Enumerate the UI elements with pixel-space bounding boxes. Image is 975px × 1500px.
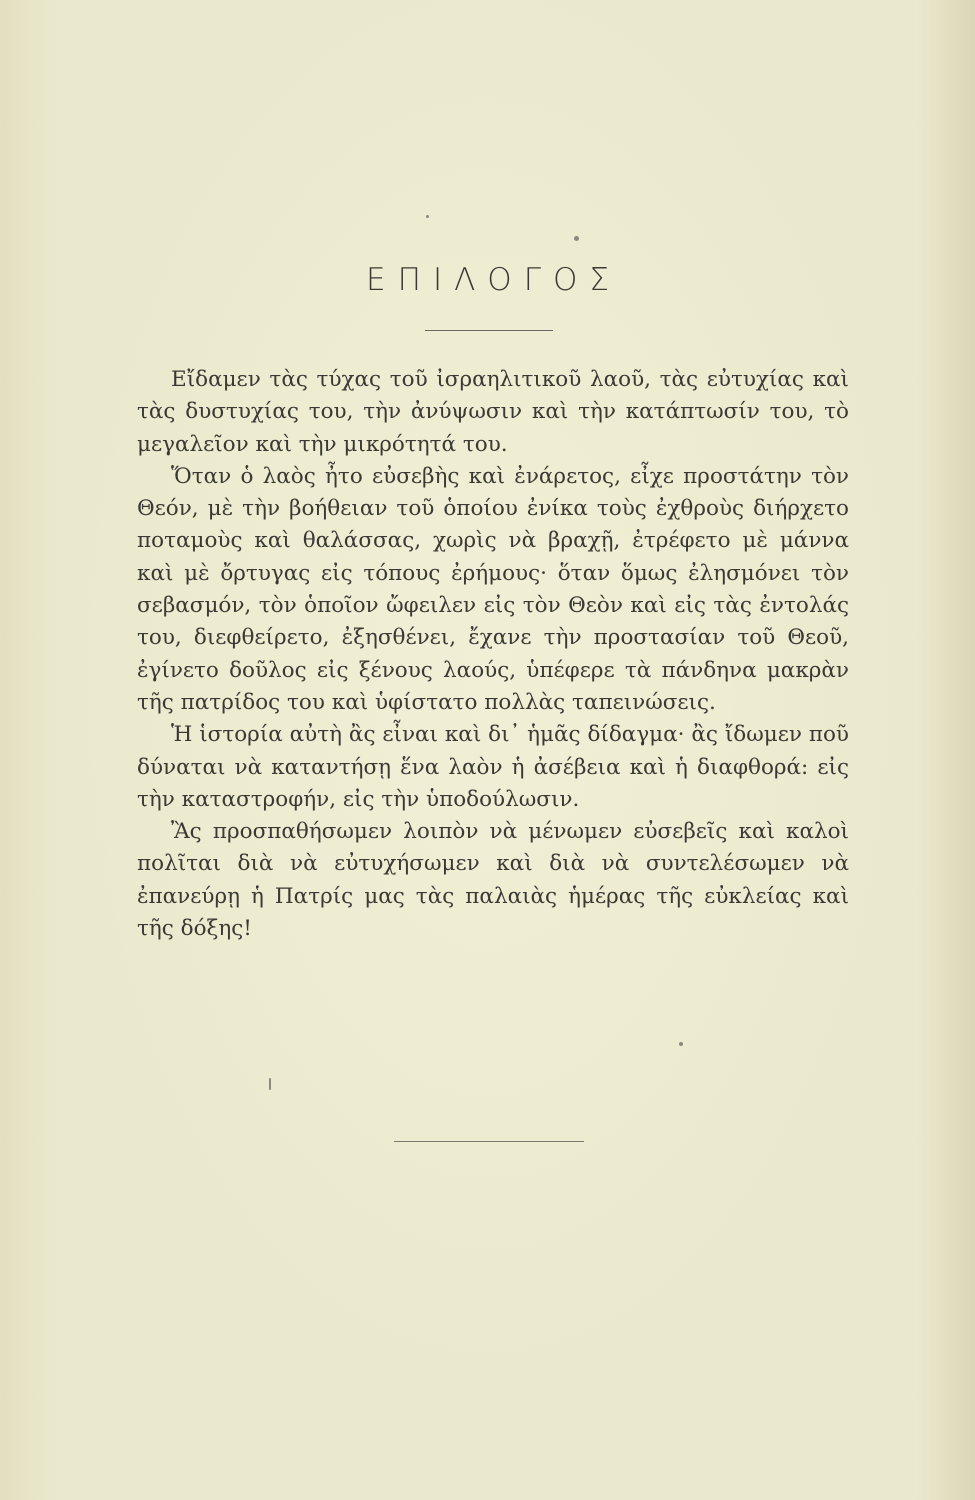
paper-speck xyxy=(426,215,429,218)
end-divider xyxy=(394,1141,584,1142)
paragraph-1: Εἴδαμεν τὰς τύχας τοῦ ἰσραηλιτικοῦ λαοῦ, τὰς εὐτυχίας καὶ τὰς δυστυχίας του, τὴν ἀνύψωσιν καὶ τὴν κατάπτωσίν του, τὸ μεγαλεῖον καὶ τὴν μικρότητά του. xyxy=(137,367,849,457)
epilogue-text xyxy=(137,364,849,945)
paper-speck xyxy=(269,1078,271,1090)
paragraph-2: Ὅταν ὁ λαὸς ἦτο εὐσεβὴς καὶ ἐνάρετος, εἶχε προστάτην τὸν Θεόν, μὲ τὴν βοήθειαν τοῦ ὁποίου ἐνίκα τοὺς ἐχθροὺς διήρχετο ποταμοὺς καὶ θαλάσσας, χωρὶς νὰ βραχῇ, ἐτρέφετο μὲ μάννα καὶ μὲ ὄρτυγας εἰς τόπους ἐρήμους· ὅταν ὅμως ἐλησμόνει τὸν σεβασμόν, τὸν ὁποῖον ὤφειλεν εἰς τὸν Θεὸν καὶ εἰς τὰς ἐντολάς του, διεφθείρετο, ἐξησθένει, ἔχανε τὴν προστασίαν τοῦ Θεοῦ, ἐγίνετο δοῦλος εἰς ξένους λαούς, ὑπέφερε τὰ πάνδηνα μακρὰν τῆς πατρίδος του καὶ ὑφίστατο πολλὰς ταπεινώσεις. xyxy=(137,463,849,715)
paper-speck xyxy=(679,1042,683,1046)
paragraph-3: Ἡ ἱστορία αὐτὴ ἂς εἶναι καὶ δι᾽ ἡμᾶς δίδαγμα· ἂς ἴδωμεν ποῦ δύναται νὰ καταντήσῃ ἕνα λαὸν ἡ ἀσέβεια καὶ ἡ διαφθορά: εἰς τὴν καταστροφήν, εἰς τὴν ὑποδούλωσιν. xyxy=(137,722,849,812)
page-title: ΕΠΙΛΟΓΟΣ xyxy=(366,262,621,298)
paper-speck xyxy=(574,236,579,241)
paragraph-4: Ἂς προσπαθήσωμεν λοιπὸν νὰ μένωμεν εὐσεβεῖς καὶ καλοὶ πολῖται διὰ νὰ εὐτυχήσωμεν καὶ διὰ νὰ συντελέσωμεν νὰ ἐπανεύρῃ ἡ Πατρίς μας τὰς παλαιὰς ἡμέρας τῆς εὐκλείας καὶ τῆς δόξης! xyxy=(137,819,849,942)
title-divider xyxy=(425,330,553,331)
